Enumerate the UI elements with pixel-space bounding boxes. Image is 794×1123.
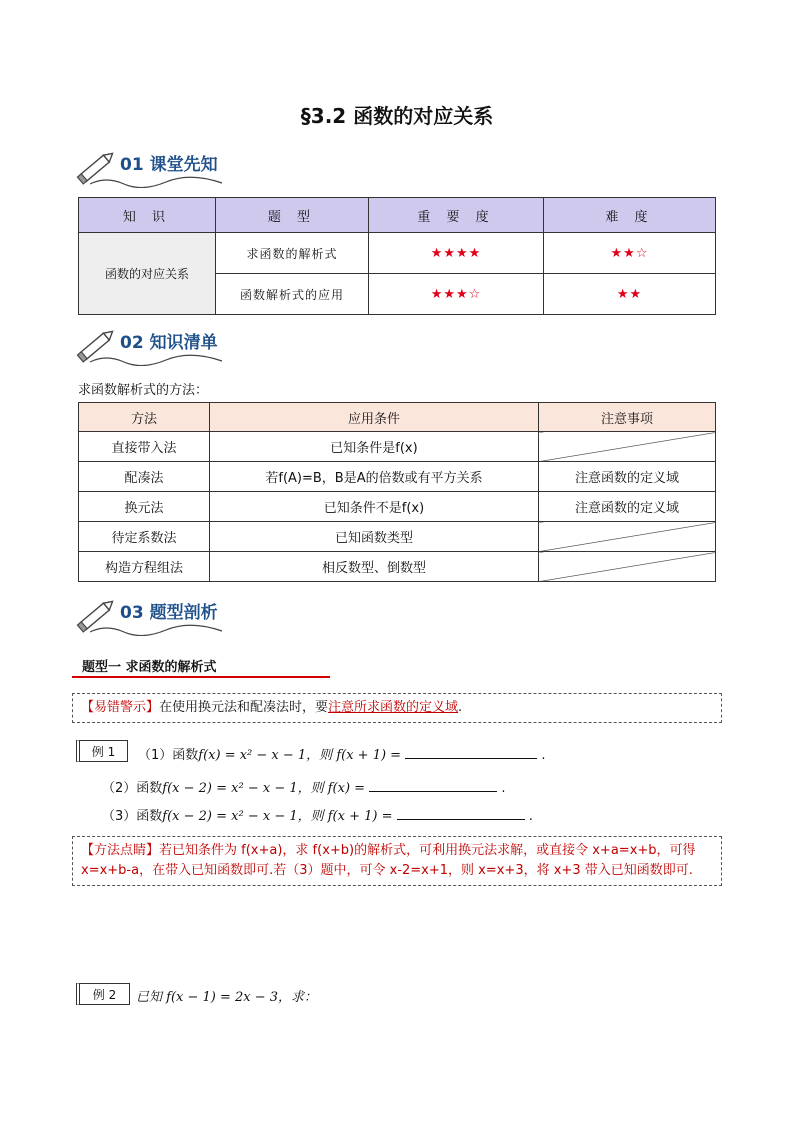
q3-prefix: （3）函数 (102, 809, 163, 824)
section-title: 02 知识清单 (120, 333, 218, 353)
type-heading: 题型一 求函数的解析式 (82, 660, 217, 675)
section-header-2 (76, 324, 246, 364)
header-cell: 注意事项 (539, 403, 716, 432)
method-tip-box (72, 836, 722, 886)
warning-tag: 【易错警示】 (81, 700, 160, 715)
section-header-3 (76, 594, 246, 634)
tip-tag: 【方法点睛】 (81, 843, 160, 858)
type-cell: 求函数的解析式 (216, 233, 369, 274)
condition-cell: 已知条件不是f(x) (210, 492, 539, 522)
tip-text-2: x=x+b-a，在带入已知函数即可.若（3）题中，可令 x-2=x+1，则 x=x+3，将 x+3 带入已知函数即可. (81, 863, 693, 878)
warning-end: . (458, 700, 463, 715)
example1-q2: （2）函数f(x − 2) = x² − x − 1，则 f(x) = . (102, 781, 506, 796)
table-row (79, 462, 716, 492)
methods-table (78, 402, 716, 582)
method-cell: 配凑法 (79, 462, 210, 492)
header-cell: 难 度 (544, 198, 716, 233)
method-cell: 待定系数法 (79, 522, 210, 552)
section-title: 03 题型剖析 (120, 603, 218, 623)
q1-prefix: （1）函数 (138, 748, 199, 763)
table-header-row (79, 198, 716, 233)
table-row (79, 552, 716, 582)
method-cell: 构造方程组法 (79, 552, 210, 582)
note-cell: 注意函数的定义域 (539, 492, 716, 522)
tip-line-1 (81, 841, 713, 861)
difficulty-stars: ★★ (544, 274, 716, 315)
q1-equation: f(x) = x² − x − 1，则 f(x + 1) = (198, 748, 402, 763)
condition-cell: 已知函数类型 (210, 522, 539, 552)
method-cell: 直接带入法 (79, 432, 210, 462)
knowledge-cell: 函数的对应关系 (79, 233, 216, 315)
example2-equation: 已知 f(x − 1) = 2x − 3，求： (136, 990, 318, 1005)
overview-table (78, 197, 716, 315)
condition-cell: 已知条件是f(x) (210, 432, 539, 462)
method-cell: 换元法 (79, 492, 210, 522)
header-cell: 应用条件 (210, 403, 539, 432)
table-row (79, 233, 716, 274)
type-heading-underline (72, 676, 330, 678)
answer-blank[interactable] (405, 746, 537, 759)
condition-cell: 若f(A)=B，B是A的倍数或有平方关系 (210, 462, 539, 492)
q2-prefix: （2）函数 (102, 781, 163, 796)
difficulty-stars: ★★☆ (544, 233, 716, 274)
importance-stars: ★★★☆ (369, 274, 544, 315)
importance-stars: ★★★★ (369, 233, 544, 274)
section-header-1 (76, 146, 246, 186)
table-header-row (79, 403, 716, 432)
warning-box (72, 693, 722, 723)
note-cell-empty (539, 522, 716, 552)
example1-q1: （1）函数f(x) = x² − x − 1，则 f(x + 1) = . (138, 748, 546, 763)
table-row (79, 522, 716, 552)
intro-text: 求函数解析式的方法： (78, 383, 209, 398)
header-cell: 方法 (79, 403, 210, 432)
q3-equation: f(x − 2) = x² − x − 1，则 f(x + 1) = (162, 809, 393, 824)
warning-emphasis: 注意所求函数的定义域 (328, 700, 459, 715)
example1-q3: （3）函数f(x − 2) = x² − x − 1，则 f(x + 1) = . (102, 809, 533, 824)
warning-text: 在使用换元法和配凑法时，要 (159, 700, 329, 715)
tip-text-1: 若已知条件为 f(x+a)，求 f(x+b)的解析式，可利用换元法求解，或直接令 x+a=x+b，可得 (159, 843, 696, 858)
note-cell-empty (539, 552, 716, 582)
answer-blank[interactable] (397, 807, 525, 820)
header-cell: 题 型 (216, 198, 369, 233)
page-title: §3.2 函数的对应关系 (300, 104, 494, 128)
example2-text (136, 986, 317, 1005)
header-cell: 重 要 度 (369, 198, 544, 233)
section-title: 01 课堂先知 (120, 155, 218, 175)
header-cell: 知 识 (79, 198, 216, 233)
type-cell: 函数解析式的应用 (216, 274, 369, 315)
condition-cell: 相反数型、倒数型 (210, 552, 539, 582)
table-row (79, 432, 716, 462)
answer-blank[interactable] (369, 779, 497, 792)
example-label: 例 1 (76, 740, 128, 762)
note-cell-empty (539, 432, 716, 462)
table-row (79, 492, 716, 522)
example-label: 例 2 (76, 983, 130, 1005)
q2-equation: f(x − 2) = x² − x − 1，则 f(x) = (162, 781, 366, 796)
note-cell: 注意函数的定义域 (539, 462, 716, 492)
